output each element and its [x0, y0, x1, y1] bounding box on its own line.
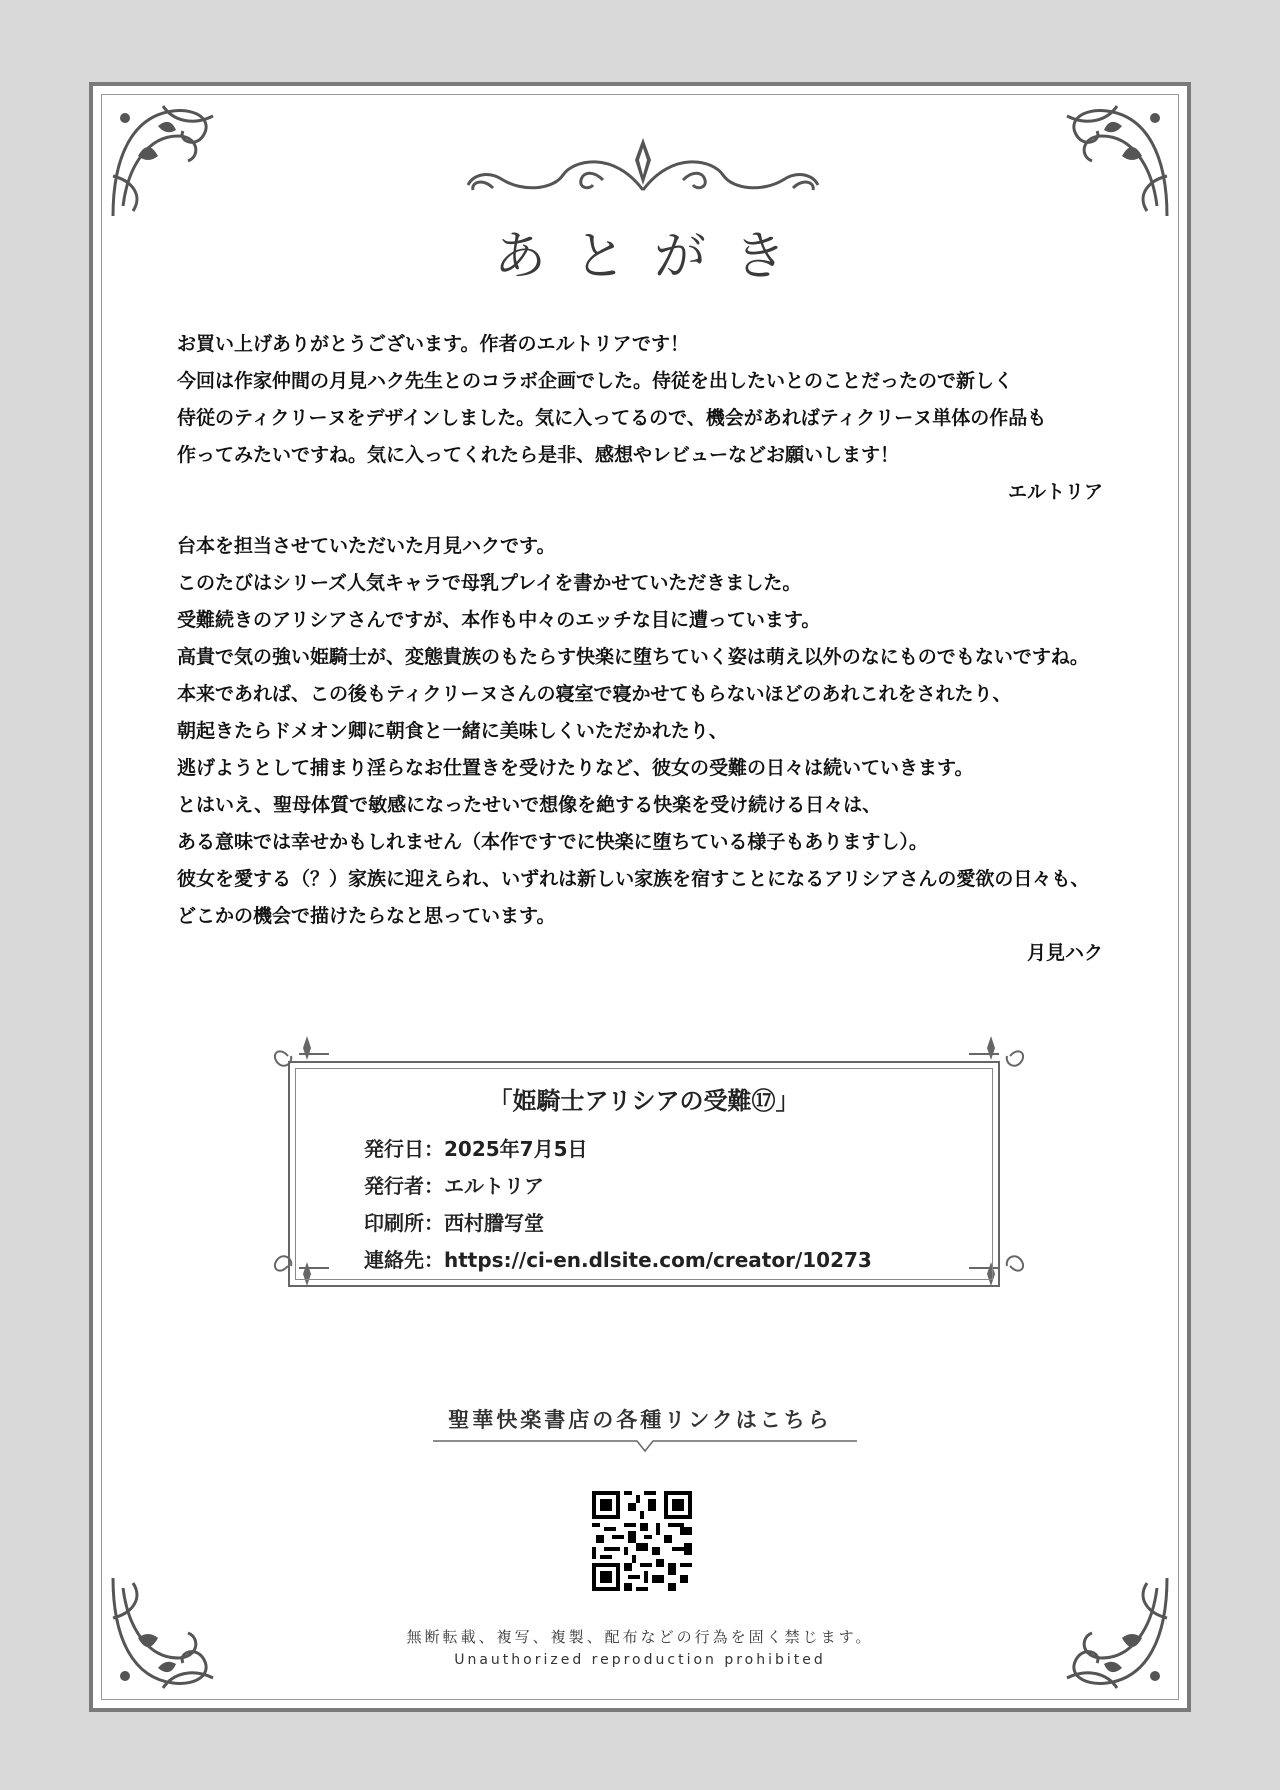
writer-note-line: 逃げようとして捕まり淫らなお仕置きを受けたりなど、彼女の受難の日々は続いていきます。 [177, 757, 974, 779]
copyright-notice-en: Unauthorized reproduction prohibited [454, 1652, 826, 1668]
author-note-line: お買い上げありがとうございます。作者のエルトリアです！ [177, 333, 690, 355]
author-note-line: 今回は作家仲間の月見ハク先生とのコラボ企画でした。侍従を出したいとのことだったので新しく [177, 370, 1014, 392]
page-title: あとがき [493, 227, 814, 287]
writer-note [177, 528, 1107, 972]
colophon-label: 印刷所： [364, 1211, 444, 1235]
author-signature: エルトリア [1007, 481, 1103, 503]
corner-flourish-icon [103, 96, 233, 226]
writer-note-line: 受難続きのアリシアさんですが、本作も中々のエッチな目に遭っています。 [177, 609, 821, 631]
afterword-page [89, 82, 1191, 1712]
qr-code-icon[interactable] [592, 1491, 692, 1591]
writer-note-line: 台本を担当させていただいた月見ハクです。 [177, 535, 556, 557]
links-label: 聖華快楽書店の各種リンクはこちら [448, 1408, 832, 1432]
colophon-row-printer [364, 1205, 872, 1242]
colophon-row-contact [364, 1242, 872, 1279]
corner-flourish-icon [1047, 96, 1177, 226]
writer-signature: 月見ハク [1026, 942, 1103, 964]
writer-note-line: 本来であれば、この後もティクリーヌさんの寝室で寝かせてもらないほどのあれこれをされたり、 [177, 683, 1012, 705]
colophon-label: 連絡先： [364, 1248, 444, 1272]
book-title: 「姫騎士アリシアの受難⑰」 [488, 1087, 800, 1115]
writer-note-line: ある意味では幸せかもしれません（本作ですでに快楽に堕ちている様子もありますし）。 [177, 831, 928, 853]
writer-note-line: とはいえ、聖母体質で敏感になったせいで想像を絶する快楽を受け続ける日々は、 [177, 794, 882, 816]
writer-note-line: このたびはシリーズ人気キャラで母乳プレイを書かせていただきました。 [177, 572, 802, 594]
author-note [177, 326, 1107, 511]
author-note-line: 作ってみたいですね。気に入ってくれたら是非、感想やレビューなどお願いします！ [177, 444, 900, 466]
writer-note-line: 彼女を愛する（？）家族に迎えられ、いずれは新しい家族を宿すことになるアリシアさんの愛欲の日々も、 [177, 868, 1090, 890]
colophon-box [288, 1061, 1000, 1287]
writer-note-line: 高貴で気の強い姫騎士が、変態貴族のもたらす快楽に堕ちていく姿は萌え以外のなにものでもないですね。 [177, 646, 1089, 668]
author-note-line: 侍従のティクリーヌをデザインしました。気に入ってるので、機会があればティクリーヌ単体の作品も [177, 407, 1047, 429]
colophon-value: 西村謄写堂 [444, 1211, 544, 1235]
title-ornament-icon [453, 130, 833, 200]
contact-link[interactable]: https://ci-en.dlsite.com/creator/10273 [444, 1248, 872, 1272]
copyright-notice-ja: 無断転載、複写、複製、配布などの行為を固く禁じます。 [406, 1628, 874, 1646]
writer-note-line: どこかの機会で描けたらなと思っています。 [177, 905, 556, 927]
colophon-label: 発行日： [364, 1137, 444, 1161]
colophon-rows [364, 1131, 872, 1279]
colophon-value: エルトリア [444, 1174, 544, 1198]
links-underline [433, 1438, 857, 1454]
writer-note-line: 朝起きたらドメオン卿に朝食と一緒に美味しくいただかれたり、 [177, 720, 728, 742]
colophon-label: 発行者： [364, 1174, 444, 1198]
colophon-row-date [364, 1131, 872, 1168]
colophon-row-publisher [364, 1168, 872, 1205]
colophon-value: 2025年7月5日 [444, 1137, 588, 1161]
